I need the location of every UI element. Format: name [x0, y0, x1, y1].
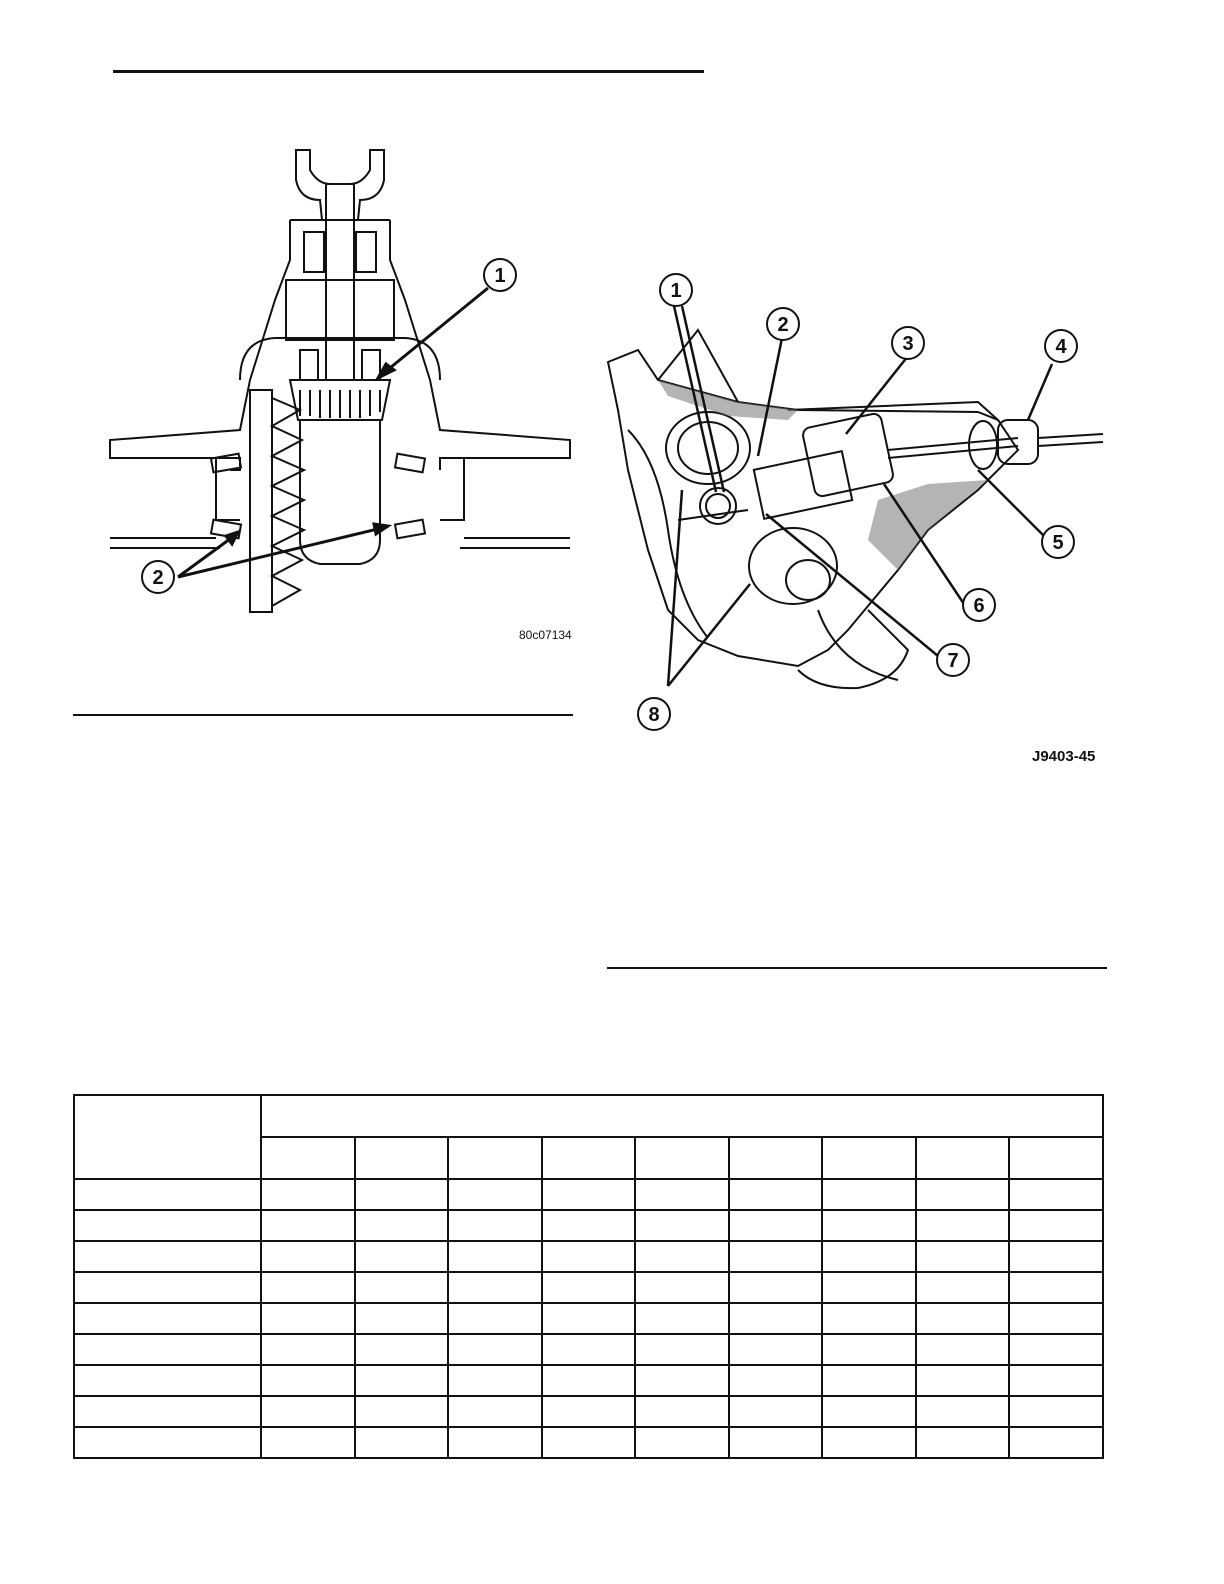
table-row [74, 1303, 1103, 1334]
table-header-cell [916, 1137, 1010, 1179]
table-header-cell [729, 1137, 823, 1179]
table-header-cell [822, 1137, 916, 1179]
table-row [74, 1334, 1103, 1365]
figure-code: 80c07134 [519, 628, 572, 642]
table-row [74, 1427, 1103, 1458]
table-header-cell [74, 1095, 261, 1179]
callout-4 [1045, 330, 1077, 362]
callout-8 [638, 698, 670, 730]
table-header-cell [261, 1137, 355, 1179]
specification-table [73, 1094, 1104, 1459]
table-header-cell [542, 1137, 636, 1179]
table-header-cell [635, 1137, 729, 1179]
svg-text:1: 1 [670, 280, 682, 302]
callout-7 [937, 644, 969, 676]
differential-cross-section-figure [100, 140, 580, 660]
svg-text:6: 6 [973, 595, 985, 617]
svg-text:1: 1 [494, 265, 506, 287]
svg-text:8: 8 [648, 704, 660, 726]
callout-2 [767, 308, 799, 340]
svg-text:2: 2 [152, 567, 164, 589]
table-row [74, 1241, 1103, 1272]
table-header-cell [261, 1095, 1103, 1137]
table-row [74, 1396, 1103, 1427]
svg-text:2: 2 [777, 314, 789, 336]
svg-text:5: 5 [1052, 532, 1064, 554]
table-header-cell [448, 1137, 542, 1179]
figure-rule [73, 714, 573, 716]
callout-1 [660, 274, 692, 306]
table-row [74, 1210, 1103, 1241]
svg-text:7: 7 [947, 650, 959, 672]
callout-5 [1042, 526, 1074, 558]
callout-1 [484, 259, 516, 291]
table-row [74, 1179, 1103, 1210]
callout-2 [142, 561, 174, 593]
table-header-cell [1009, 1137, 1103, 1179]
figure-code: J9403-45 [1032, 748, 1096, 765]
pinion-depth-gauge-figure [598, 270, 1108, 740]
callout-3 [892, 327, 924, 359]
svg-text:3: 3 [902, 333, 914, 355]
header-rule [113, 70, 704, 73]
callout-6 [963, 589, 995, 621]
svg-text:4: 4 [1055, 336, 1067, 358]
table-row [74, 1365, 1103, 1396]
figure-rule [607, 967, 1107, 969]
table-header-cell [355, 1137, 449, 1179]
table-row [74, 1272, 1103, 1303]
